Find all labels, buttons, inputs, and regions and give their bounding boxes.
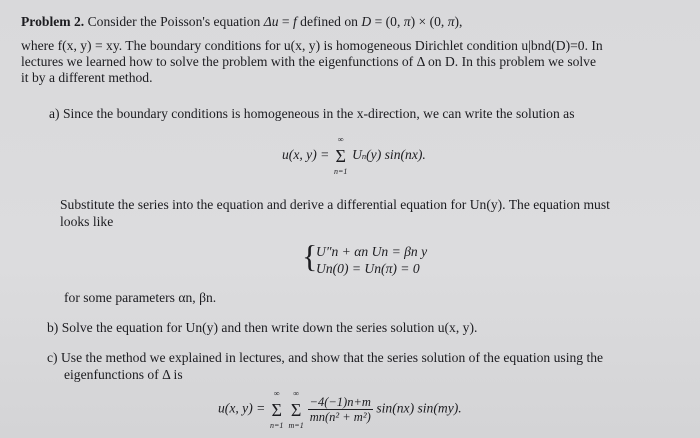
part-a-line-4: for some parameters αn, βn. xyxy=(64,290,217,305)
fraction-denominator: mn(n² + m²) xyxy=(309,410,371,424)
eq-rhs: sin(nx) sin(my). xyxy=(376,400,462,416)
part-a-line-1: a) Since the boundary conditions is homogeneous in the x-direction, we can write the solution as xyxy=(49,106,575,121)
eq-lhs: u(x, y) = xyxy=(218,400,266,416)
intro-line-3: lectures we learned how to solve the problem with the eigenfunctions of Δ on D. In this problem we solve xyxy=(21,54,597,69)
part-a-line-2: Substitute the series into the equation and derive a differential equation for Un(y). The equation must xyxy=(60,197,610,212)
sum-sign-m: Σ ∞ m=1 xyxy=(288,388,304,430)
intro-line-1 xyxy=(21,14,462,30)
sum-sign-n: Σ ∞ n=1 xyxy=(270,388,284,430)
sum-sign: Σ ∞ n=1 xyxy=(333,135,348,176)
part-b-line-1: b) Solve the equation for Un(y) and then write down the series solution u(x, y). xyxy=(47,320,478,335)
equation-double-series xyxy=(218,388,462,430)
equation-series-a: u(x, y) = Σ ∞ n=1 Un(y) sin(nx). xyxy=(282,135,426,176)
fraction-numerator: −4(−1)n+m xyxy=(309,395,371,409)
problem-heading: Problem 2. xyxy=(21,14,85,29)
coefficient-fraction xyxy=(308,395,373,424)
ode-line-2: Un(0) = Un(π) = 0 xyxy=(316,261,420,276)
part-c-line-2: eigenfunctions of Δ is xyxy=(64,367,183,382)
part-c-line-1: c) Use the method we explained in lectures, and show that the series solution of the equation using the xyxy=(47,350,604,365)
left-brace: { xyxy=(302,238,318,274)
intro-line-2: where f(x, y) = xy. The boundary conditions for u(x, y) is homogeneous Dirichlet condition u|bnd(D)=0. In xyxy=(21,38,603,53)
intro-text-1: Consider the Poisson's equation Δu = f defined on D = (0, π) × (0, π), xyxy=(87,14,463,29)
intro-line-4: it by a different method. xyxy=(21,70,153,85)
part-a-line-3: looks like xyxy=(60,214,114,229)
ode-system xyxy=(302,238,462,284)
ode-line-1: U″n + αn Un = βn y xyxy=(316,244,428,259)
